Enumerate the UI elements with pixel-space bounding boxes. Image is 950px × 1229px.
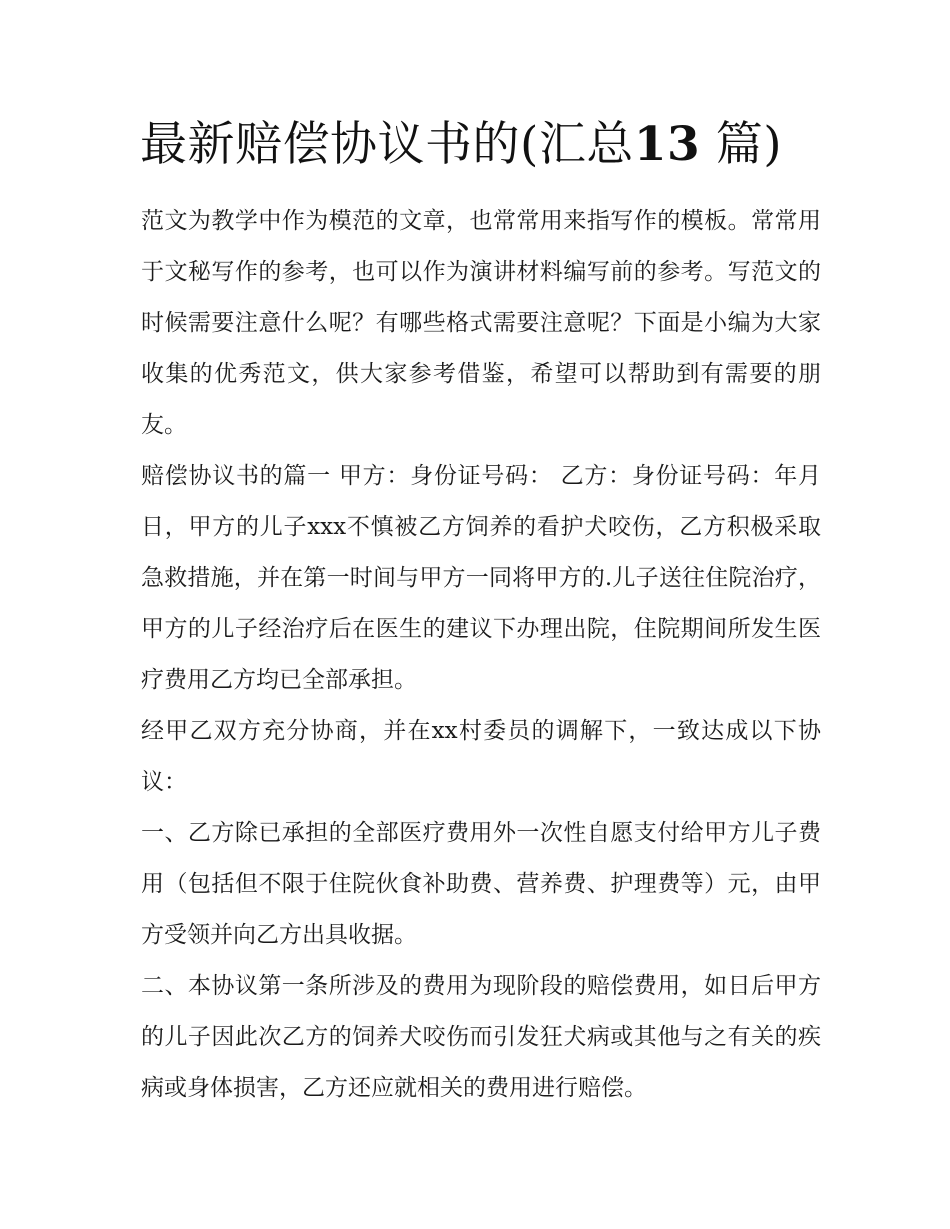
paragraph-intro: 范文为教学中作为模范的文章，也常常用来指写作的模板。常常用于文秘写作的参考，也可以作为演讲材料编写前的参考。写范文的时候需要注意什么呢？有哪些格式需要注意呢？下面是小编为大家收集的优秀范文，供大家参考借鉴，希望可以帮助到有需要的朋友。 <box>141 208 821 438</box>
document-body <box>141 196 821 1114</box>
title-suffix: 篇) <box>715 117 783 172</box>
paragraph-agreement-one: 赔偿协议书的篇一 甲方：身份证号码： 乙方：身份证号码：年月日，甲方的儿子xxx不慎被乙方饲养的看护犬咬伤，乙方积极采取急救措施，并在第一时间与甲方一同将甲方的.儿子送往住院治疗，甲方的儿子经治疗后在医生的建议下办理出院，住院期间所发生医疗费用乙方均已全部承担。 <box>141 463 821 693</box>
paragraph-clause-two: 二、本协议第一条所涉及的费用为现阶段的赔偿费用，如日后甲方的儿子因此次乙方的饲养犬咬伤而引发狂犬病或其他与之有关的疾病或身体损害，乙方还应就相关的费用进行赔偿。 <box>141 973 821 1101</box>
paragraph-negotiation: 经甲乙双方充分协商，并在xx村委员的调解下，一致达成以下协议： <box>141 718 821 795</box>
title-number: 13 <box>633 117 701 172</box>
paragraph-clause-one: 一、乙方除已承担的全部医疗费用外一次性自愿支付给甲方儿子费用（包括但不限于住院伙食补助费、营养费、护理费等）元，由甲方受领并向乙方出具收据。 <box>141 820 821 948</box>
document-title <box>140 112 840 178</box>
title-prefix: 最新赔偿协议书的(汇总 <box>140 117 634 172</box>
